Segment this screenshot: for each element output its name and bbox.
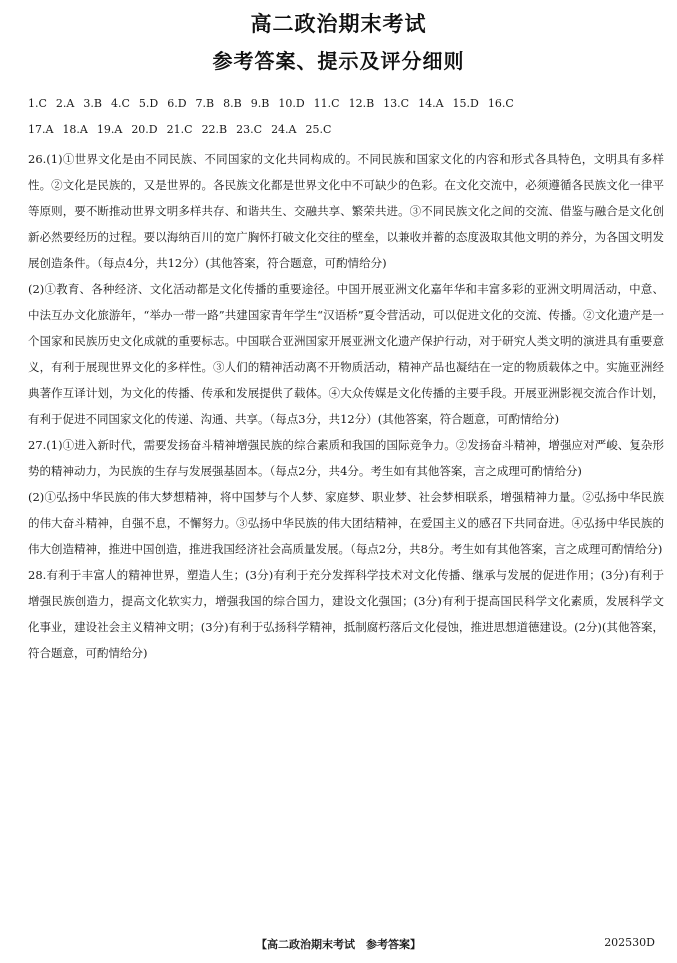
choice-answer: 25.C — [305, 123, 332, 136]
choice-answer: 9.B — [250, 97, 270, 110]
choice-answer: 18.A — [62, 123, 88, 136]
choice-answer: 17.A — [28, 123, 54, 136]
document-title: 高二政治期末考试 — [250, 12, 427, 36]
choice-answer: 19.A — [96, 123, 123, 136]
choice-answer: 15.D — [452, 97, 479, 110]
question-27-part-1: 27.(1)①进入新时代，需要发扬奋斗精神增强民族的综合素质和我国的国际竞争力。②发扬奋斗精神，增强应对严峻、复杂形势的精神动力，为民族的生存与发展强基固本。（每点2分，共4分。考生如有其他答案，言之成理可酌情给分) — [28, 438, 664, 478]
choice-answer: 23.C — [236, 123, 263, 136]
choice-answer: 16.C — [487, 97, 514, 110]
choice-answer: 6.D — [167, 97, 187, 110]
choice-answer: 22.B — [201, 123, 228, 136]
choice-answer: 10.D — [278, 97, 305, 110]
footer-label: 【高二政治期末考试 参考答案】 — [256, 938, 421, 951]
question-26-part-1: 26.(1)①世界文化是由不同民族、不同国家的文化共同构成的。不同民族和国家文化的内容和形式各具特色，文明具有多样性。②文化是民族的，又是世界的。各民族文化都是世界文化中不可缺少的色彩。在文化交流中，必须遵循各民族文化一律平等原则，要不断推动世界文明多样共存、和谐共生、交融共享、繁荣共进。③不同民族文化之间的交流、借鉴与融合是文化创新必然要经历的过程。要以海纳百川的宽广胸怀打破文化交往的壁垒，以兼收并蓄的态度汲取其他文明的养分，为各国文明发展创造条件。（每点4分，共12分）(其他答案，符合题意，可酌情给分) — [28, 152, 664, 270]
choice-answer: 24.A — [271, 123, 297, 136]
choice-answer: 3.B — [83, 97, 102, 110]
question-26-part-2: (2)①教育、各种经济、文化活动都是文化传播的重要途径。中国开展亚洲文化嘉年华和丰富多彩的亚洲文明周活动，中意、中法互办文化旅游年，“举办一带一路”共建国家青年学生“汉语桥”夏令营活动，可以促进文化的交流、传播。②文化遗产是一个国家和民族历史文化成就的重要标志。中国联合亚洲国家开展亚洲文化遗产保护行动，对于研究人类文明的演进具有重要意义，有利于展现世界文化的多样性。③人们的精神活动离不开物质活动，精神产品也凝结在一定的物质载体之中。实施亚洲经典著作互译计划，为文化的传播、传承和发展提供了载体。④大众传媒是文化传播的主要手段。开展亚洲影视交流合作计划，有利于促进不同国家文化的传递、沟通、共享。（每点3分，共12分）(其他答案，符合题意，可酌情给分) — [28, 282, 664, 426]
choice-answer: 13.C — [383, 97, 410, 110]
choice-answer: 4.C — [110, 97, 130, 110]
question-28: 28.有利于丰富人的精神世界，塑造人生；(3分)有利于充分发挥科学技术对文化传播、继承与发展的促进作用；(3分)有利于增强民族创造力，提高文化软实力，增强我国的综合国力，建设文化强国；(3分)有利于提高国民科学文化素质，发展科学文化事业，建设社会主义精神文明；(3分)有利于弘扬科学精神，抵制腐朽落后文化侵蚀，推进思想道德建设。(2分)(其他答案，符合题意，可酌情给分) — [28, 568, 664, 660]
choice-answers-row-2 — [28, 123, 658, 136]
answer-body — [28, 146, 664, 666]
document-subtitle: 参考答案、提示及评分细则 — [212, 49, 465, 73]
choice-answer: 21.C — [166, 123, 193, 136]
choice-answer: 7.B — [195, 97, 215, 110]
choice-answer: 2.A — [55, 97, 75, 110]
choice-answer: 8.B — [223, 97, 242, 110]
choice-answer: 12.B — [348, 97, 375, 110]
question-27-part-2: (2)①弘扬中华民族的伟大梦想精神，将中国梦与个人梦、家庭梦、职业梦、社会梦相联系，增强精神力量。②弘扬中华民族的伟大奋斗精神，自强不息，不懈努力。③弘扬中华民族的伟大团结精神，在爱国主义的感召下共同奋进。④弘扬中华民族的伟大创造精神，推进中国创造，推进我国经济社会高质量发展。（每点2分，共8分。考生如有其他答案，言之成理可酌情给分) — [28, 490, 664, 556]
choice-answer: 14.A — [418, 97, 444, 110]
choice-answers-row-1 — [28, 97, 658, 110]
footer-code: 202530D — [604, 936, 655, 949]
choice-answer: 1.C — [28, 97, 47, 110]
choice-answer: 20.D — [131, 123, 158, 136]
choice-answer: 5.D — [138, 97, 159, 110]
choice-answer: 11.C — [313, 97, 340, 110]
